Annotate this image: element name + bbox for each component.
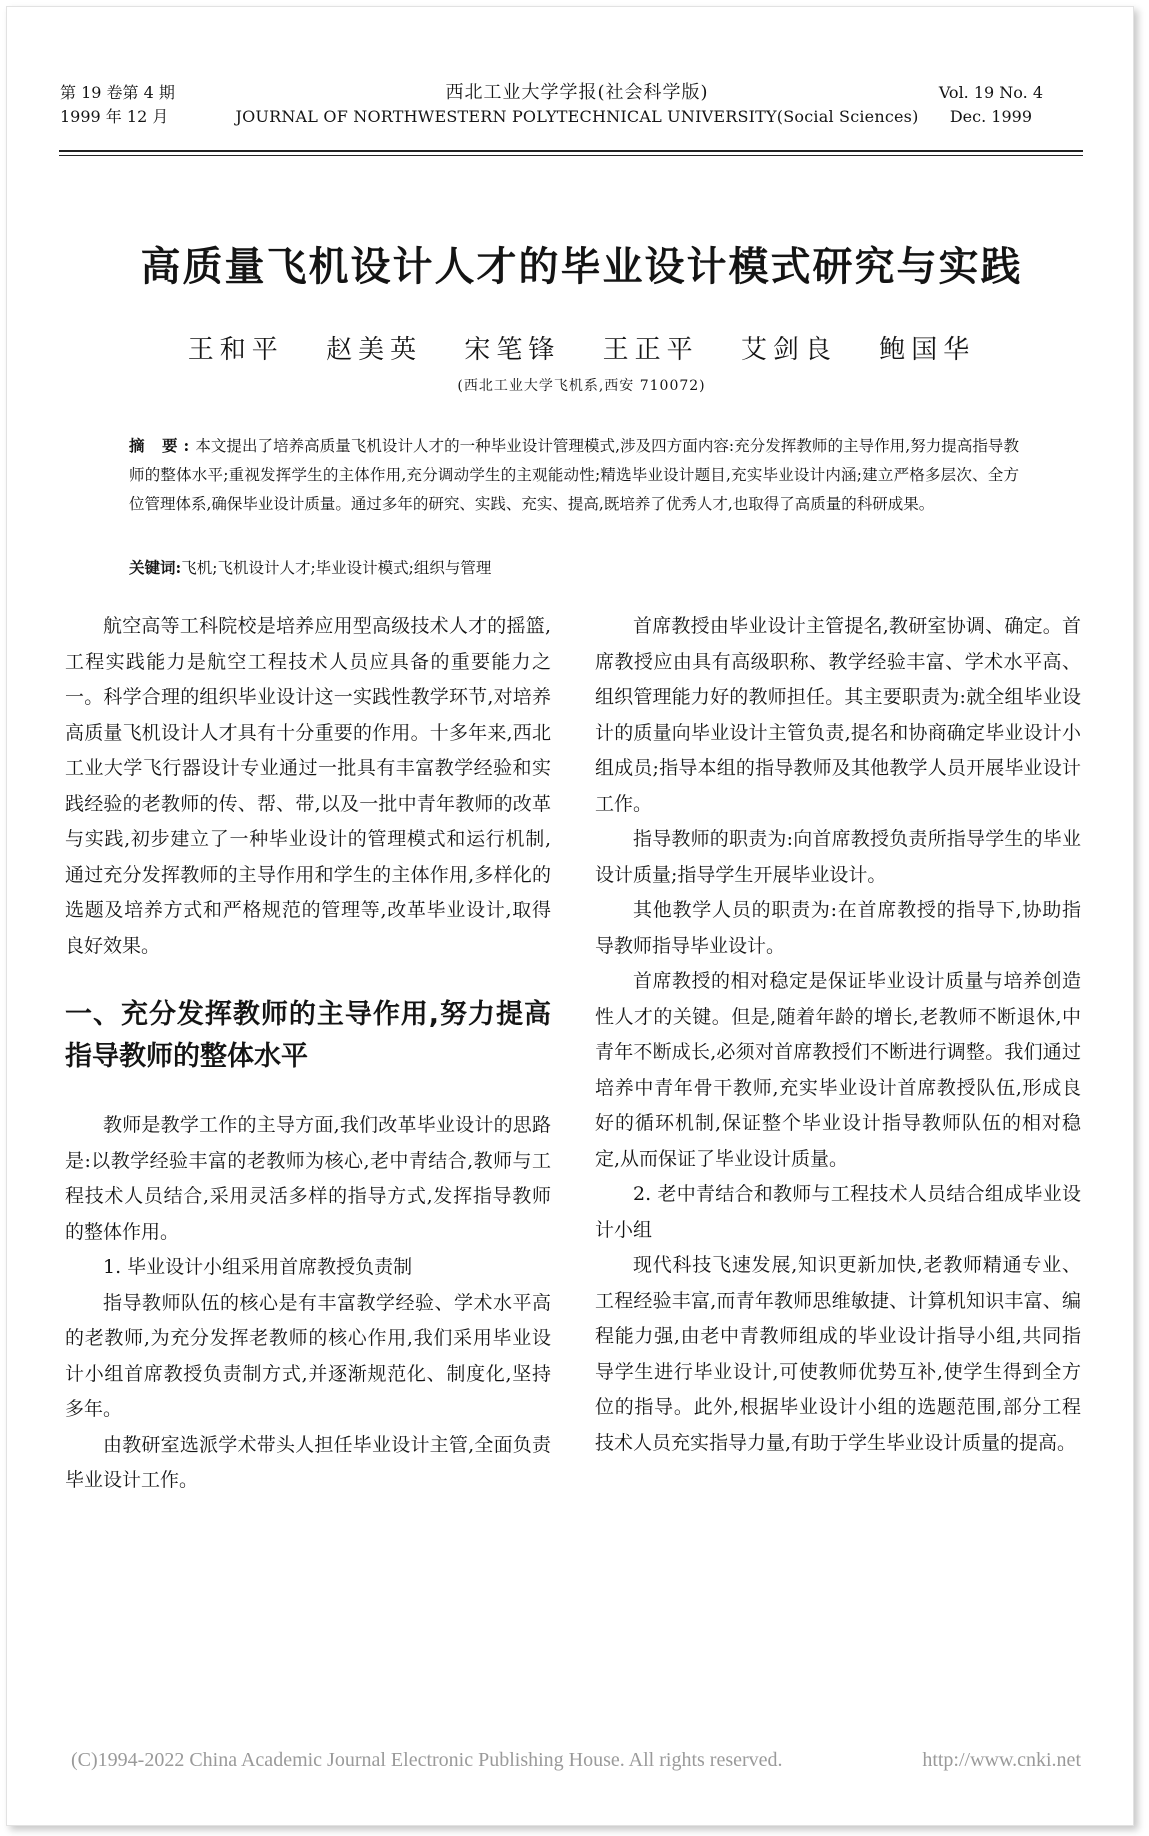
body-paragraph: 由教研室选派学术带头人担任毕业设计主管,全面负责毕业设计工作。: [65, 1433, 551, 1491]
author: 艾剑良: [740, 335, 837, 365]
footer: [71, 1749, 1081, 1772]
journal-name-cn: 西北工业大学学报(社会科学版): [445, 82, 709, 103]
body-paragraph: 首席教授的相对稳定是保证毕业设计质量与培养创造性人才的关键。但是,随着年龄的增长,老教师不断退休,中青年不断成长,必须对首席教授们不断进行调整。我们通过培养中青年骨干教师,充实毕业设计首席教授队伍,形成良好的循环机制,保证整个毕业设计指导教师队伍的相对稳定,从而保证了毕业设计质量。: [595, 970, 1081, 1170]
volume-info-en: [939, 81, 1043, 129]
affiliation: (西北工业大学飞机系,西安 710072): [457, 378, 706, 394]
abstract: [129, 431, 1019, 519]
author: 宋笔锋: [464, 335, 561, 365]
header-rule-thick: [59, 150, 1083, 152]
body-paragraph: 首席教授由毕业设计主管提名,教研室协调、确定。首席教授应由具有高级职称、教学经验丰富、学术水平高、组织管理能力好的教师担任。其主要职责为:就全组毕业设计的质量向毕业设计主管负责,提名和协商确定毕业设计小组成员;指导本组的指导教师及其他教学人员开展毕业设计工作。: [595, 615, 1081, 815]
issue-date-en: Dec. 1999: [949, 107, 1032, 126]
body-paragraph: 其他教学人员的职责为:在首席教授的指导下,协助指导教师指导毕业设计。: [595, 899, 1081, 957]
keywords-text: 飞机;飞机设计人才;毕业设计模式;组织与管理: [181, 559, 492, 577]
author-list: [7, 329, 1149, 366]
right-column: [595, 609, 1081, 1461]
author: 王正平: [602, 335, 699, 365]
abstract-text: 本文提出了培养高质量飞机设计人才的一种毕业设计管理模式,涉及四方面内容:充分发挥教师的主导作用,努力提高指导教师的整体水平;重视发挥学生的主体作用,充分调动学生的主观能动性;精选毕业设计题目,充实毕业设计内涵;建立严格多层次、全方位管理体系,确保毕业设计质量。通过多年的研究、实践、充实、提高,既培养了优秀人才,也取得了高质量的科研成果。: [129, 437, 1019, 513]
body-paragraph: 指导教师的职责为:向首席教授负责所指导学生的毕业设计质量;指导学生开展毕业设计。: [595, 828, 1081, 886]
volume-issue: 第 19 卷第 4 期: [60, 83, 175, 102]
subsection-heading: 1. 毕业设计小组采用首席教授负责制: [103, 1256, 413, 1278]
journal-name-en: JOURNAL OF NORTHWESTERN POLYTECHNICAL UNIVERSITY(Social Sciences): [235, 107, 919, 126]
author: 赵美英: [326, 335, 423, 365]
source-url: http://www.cnki.net: [922, 1749, 1081, 1771]
body-paragraph: 现代科技飞速发展,知识更新加快,老教师精通专业、工程经验丰富,而青年教师思维敏捷、计算机知识丰富、编程能力强,由老中青教师组成的毕业设计指导小组,共同指导学生进行毕业设计,可使教师优势互补,使学生得到全方位的指导。此外,根据毕业设计小组的选题范围,部分工程技术人员充实指导力量,有助于学生毕业设计质量的提高。: [595, 1254, 1081, 1454]
keywords: [129, 553, 1019, 583]
body-paragraph: 指导教师队伍的核心是有丰富教学经验、学术水平高的老教师,为充分发挥老教师的核心作用,我们采用毕业设计小组首席教授负责制方式,并逐渐规范化、制度化,坚持多年。: [65, 1291, 551, 1420]
journal-page: [6, 6, 1134, 1826]
issue-date: 1999 年 12 月: [60, 107, 169, 126]
subsection-heading: 2. 老中青结合和教师与工程技术人员结合组成毕业设计小组: [595, 1183, 1081, 1241]
body-paragraph: 教师是教学工作的主导方面,我们改革毕业设计的思路是:以教学经验丰富的老教师为核心,老中青结合,教师与工程技术人员结合,采用灵活多样的指导方式,发挥指导教师的整体作用。: [65, 1114, 551, 1243]
journal-name: [232, 81, 922, 129]
copyright-notice: (C)1994-2022 China Academic Journal Electronic Publishing House. All rights reserved.: [71, 1749, 783, 1771]
author: 鲍国华: [879, 335, 976, 365]
article-title: 高质量飞机设计人才的毕业设计模式研究与实践: [140, 244, 1023, 290]
section-heading: 一、充分发挥教师的主导作用,努力提高指导教师的整体水平: [65, 999, 551, 1072]
abstract-label: 摘 要:: [129, 436, 196, 455]
volume-info: [60, 81, 175, 129]
author: 王和平: [187, 335, 284, 365]
left-column: [65, 609, 551, 1499]
keywords-label: 关键词:: [129, 558, 182, 577]
intro-paragraph: 航空高等工科院校是培养应用型高级技术人才的摇篮,工程实践能力是航空工程技术人员应具备的重要能力之一。科学合理的组织毕业设计这一实践性教学环节,对培养高质量飞机设计人才具有十分重要的作用。十多年来,西北工业大学飞行器设计专业通过一批具有丰富教学经验和实践经验的老教师的传、帮、带,以及一批中青年教师的改革与实践,初步建立了一种毕业设计的管理模式和运行机制,通过充分发挥教师的主导作用和学生的主体作用,多样化的选题及培养方式和严格规范的管理等,改革毕业设计,取得良好效果。: [65, 615, 551, 957]
header-rule-thin: [59, 155, 1083, 156]
volume-issue-en: Vol. 19 No. 4: [938, 83, 1043, 102]
